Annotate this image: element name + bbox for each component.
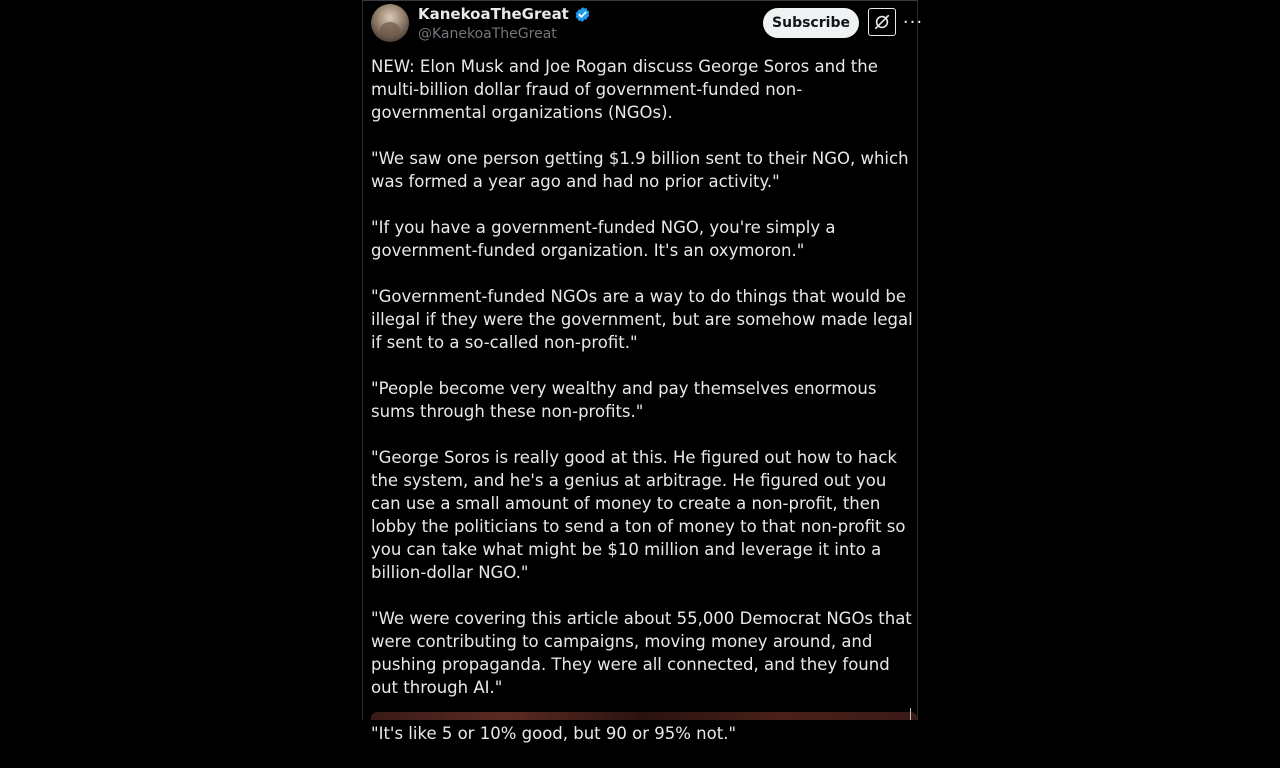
- post-paragraph: NEW: Elon Musk and Joe Rogan discuss George Soros and the multi-billion dollar fraud of government-funded non-governmental organizations (NGOs).: [371, 57, 878, 122]
- grok-icon[interactable]: [868, 8, 896, 36]
- post-text: [371, 55, 917, 768]
- post-header: [371, 4, 924, 44]
- more-options-icon[interactable]: ···: [902, 11, 924, 33]
- top-divider: [363, 0, 917, 1]
- subscribe-button[interactable]: Subscribe: [763, 8, 859, 38]
- post-paragraph: "It's like 5 or 10% good, but 90 or 95% not.": [371, 724, 737, 743]
- verified-badge-icon: [574, 6, 591, 23]
- post-paragraph: "People become very wealthy and pay themselves enormous sums through these non-profits.": [371, 379, 877, 421]
- post-paragraph: "We saw one person getting $1.9 billion sent to their NGO, which was formed a year ago and had no prior activity.": [371, 149, 909, 191]
- attached-video-thumbnail[interactable]: [371, 712, 917, 720]
- tweet-post: [362, 0, 924, 743]
- author-handle[interactable]: @KanekoaTheGreat: [418, 26, 557, 42]
- author-name-row: [418, 5, 591, 23]
- scroll-edge: [910, 708, 917, 720]
- author-display-name[interactable]: KanekoaTheGreat: [418, 5, 569, 23]
- post-paragraph: "George Soros is really good at this. He figured out how to hack the system, and he's a genius at arbitrage. He figured out you can use a small amount of money to create a non-profit, then lobby the politicians to send a ton of money to that non-profit so you can take what might be $10 million and leverage it into a billion-dollar NGO.": [371, 448, 906, 582]
- post-paragraph: "Government-funded NGOs are a way to do things that would be illegal if they were the government, but are somehow made legal if sent to a so-called non-profit.": [371, 287, 913, 352]
- post-paragraph: "If you have a government-funded NGO, you're simply a government-funded organization. It's an oxymoron.": [371, 218, 836, 260]
- avatar[interactable]: [371, 4, 409, 42]
- post-paragraph: "We were covering this article about 55,000 Democrat NGOs that were contributing to campaigns, moving money around, and pushing propaganda. They were all connected, and they found out through AI.": [371, 609, 912, 697]
